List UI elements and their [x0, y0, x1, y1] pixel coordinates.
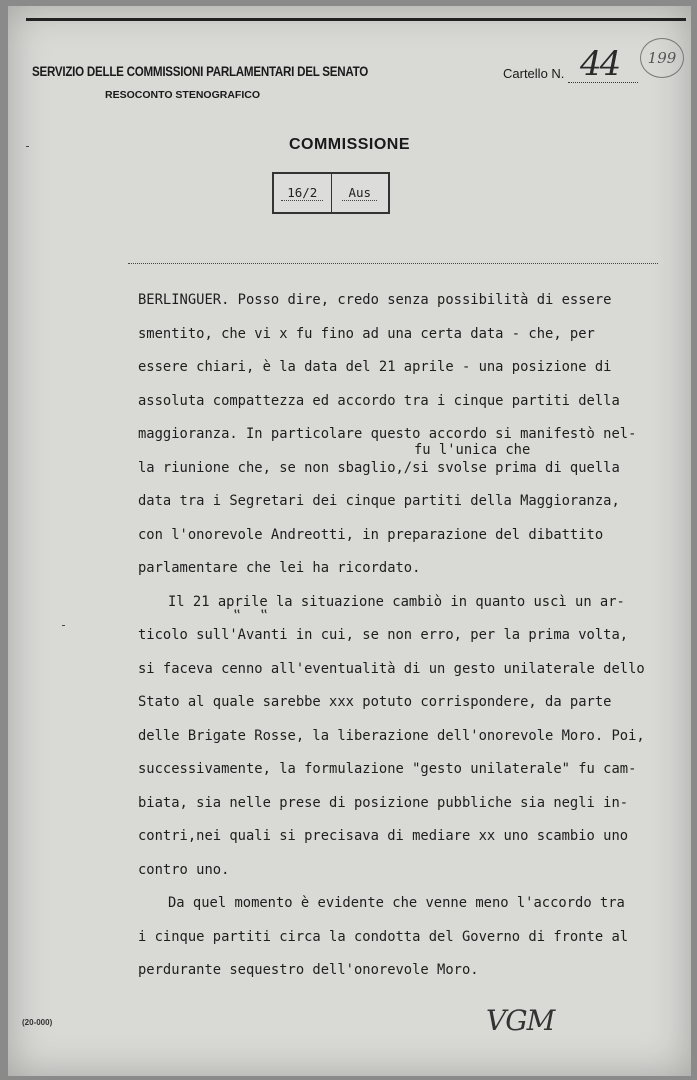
office-heading: SERVIZIO DELLE COMMISSIONI PARLAMENTARI DEL SENATO: [32, 64, 369, 79]
text-line: biata, sia nelle prese di posizione pubbliche sia negli in-: [138, 795, 629, 811]
text-line: BERLINGUER. Posso dire, credo senza possibilità di essere: [138, 292, 612, 308]
text-line: data tra i Segretari dei cinque partiti della Maggioranza,: [138, 493, 620, 509]
text-line: si faceva cenno all'eventualità di un gesto unilaterale dello: [138, 661, 645, 677]
report-type-heading: RESOCONTO STENOGRAFICO: [105, 89, 260, 101]
page-number-stamp: 199: [640, 38, 684, 78]
text-line: assoluta compattezza ed accordo tra i cinque partiti della: [138, 393, 620, 409]
cartello-label: Cartello N.: [503, 66, 565, 81]
text-line: i cinque partiti circa la condotta del Governo di fronte al: [138, 929, 629, 945]
text-line: la riunione che, se non sbaglio,/si svolse prima di quella: [138, 460, 620, 476]
text-line: Il 21 aprile la situazione cambiò in quanto uscì un ar-: [168, 594, 625, 610]
handwritten-initials: VGM: [486, 1004, 555, 1037]
text-line: essere chiari, è la data del 21 aprile - una posizione di: [138, 359, 612, 375]
handwritten-quote-mark: ‟: [260, 606, 269, 625]
margin-mark: [26, 146, 29, 147]
form-code: (20-000): [22, 1018, 53, 1027]
text-line: smentito, che vi x fu fino ad una certa data - che, per: [138, 326, 595, 342]
text-line: successivamente, la formulazione "gesto unilaterale" fu cam-: [138, 761, 637, 777]
text-line: parlamentare che lei ha ricordato.: [138, 560, 421, 576]
text-line: contro uno.: [138, 862, 230, 878]
text-line: Da quel momento è evidente che venne meno l'accordo tra: [168, 895, 625, 911]
text-line: Stato al quale sarebbe xxx potuto corrispondere, da parte: [138, 694, 612, 710]
text-line: ticolo sull'Avanti in cui, se non erro, per la prima volta,: [138, 627, 629, 643]
text-line: maggioranza. In particolare questo accordo si manifestò nel-: [138, 426, 637, 442]
reference-initials: Aus: [342, 185, 377, 201]
handwritten-insertion: fu l'unica che: [414, 442, 531, 458]
margin-mark: [62, 625, 65, 626]
text-line: delle Brigate Rosse, la liberazione dell'onorevole Moro. Poi,: [138, 728, 645, 744]
text-line: contri,nei quali si precisava di mediare xx uno scambio uno: [138, 828, 629, 844]
commission-title: COMMISSIONE: [288, 136, 411, 153]
reference-sheet: 16/2: [281, 185, 323, 201]
document-page: [8, 6, 691, 1076]
cartello-number: 44: [580, 44, 620, 84]
transcript-body: [8, 6, 691, 1076]
text-line: perdurante sequestro dell'onorevole Moro.: [138, 962, 479, 978]
text-line: con l'onorevole Andreotti, in preparazione del dibattito: [138, 527, 604, 543]
handwritten-quote-mark: ‟: [233, 606, 242, 625]
